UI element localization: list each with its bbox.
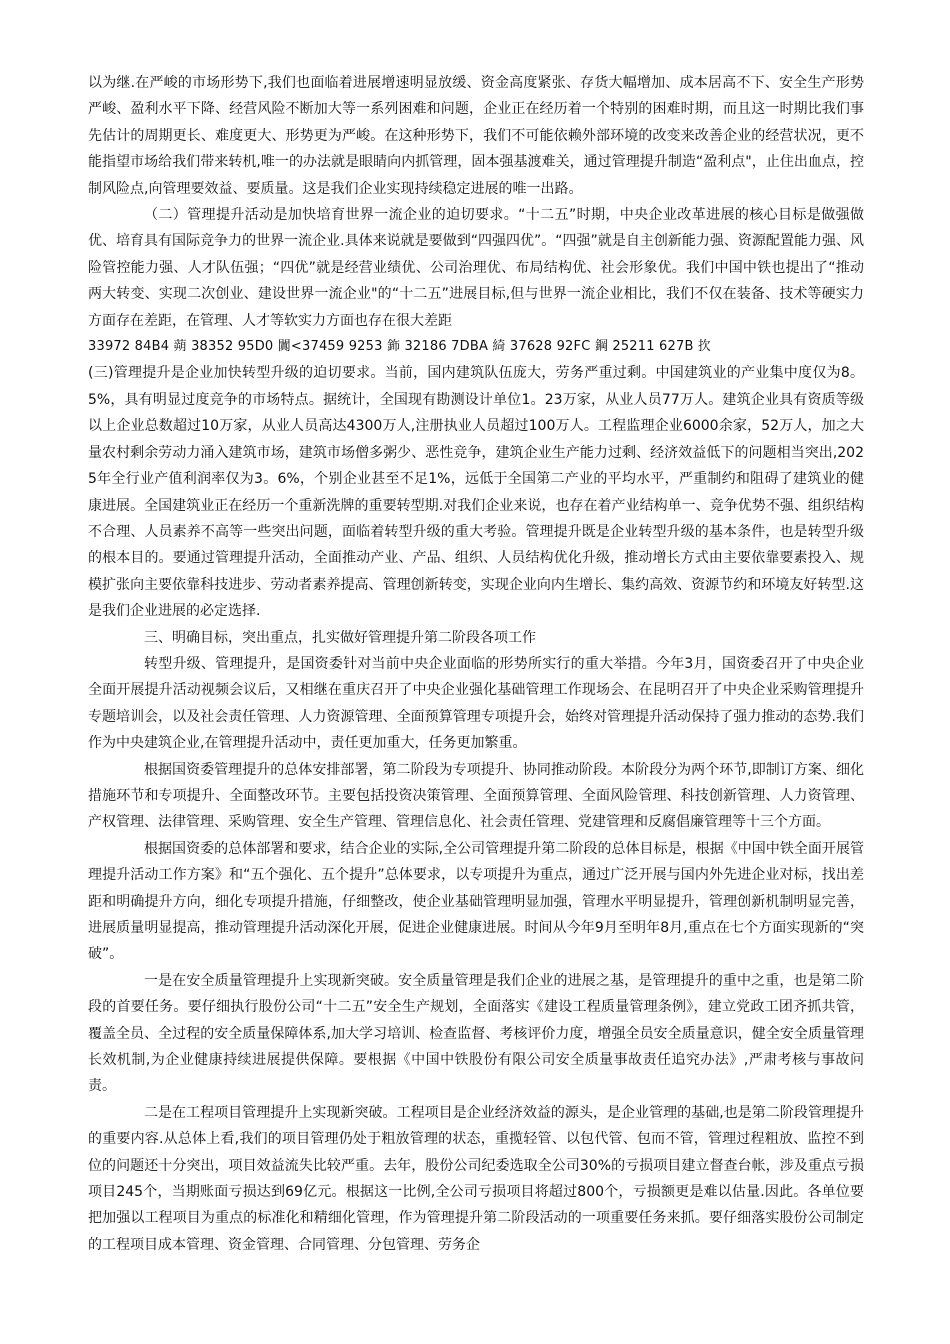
paragraph-continuation: 以为继.在严峻的市场形势下,我们也面临着进展增速明显放缓、资金高度紧张、存货大幅增加、成本居高不下、安全生产形势严峻、盈利水平下降、经营风险不断加大等一系列困难和问题，企业正在经历着一个特别的困难时期，而且这一时期比我们事先估计的周期更长、难度更大、形势更为严峻。在这种形势下，我们不可能依赖外部环境的改变来改善企业的经营状况，更不能指望市场给我们带来转机,唯一的办法就是眼睛向内抓管理，固本强基渡难关，通过管理提升制造“盈利点"，止住出血点，控制风险点,向管理要效益、要质量。这是我们企业实现持续稳定进展的唯一出路。 [88,75,864,197]
paragraph-transformation: 转型升级、管理提升，是国资委针对当前中央企业面临的形势所实行的重大举措。今年3月，国资委召开了中央企业全面开展提升活动视频会议后，又相继在重庆召开了中央企业强化基础管理工作现场会、在昆明召开了中央企业采购管理提升专题培训会，以及社会责任管理、人力资源管理、全面预算管理专项提升会，始终对管理提升活动保持了强力推动的态势.我们作为中央建筑企业,在管理提升活动中，责任更加重大，任务更加繁重。 [88,655,864,752]
document-page [88,70,864,1258]
paragraph-section-2: （二）管理提升活动是加快培育世界一流企业的迫切要求。“十二五”时期，中央企业改革进展的核心目标是做强做优、培育具有国际竞争力的世界一流企业.具体来说就是要做到“四强四优”。“四强”就是自主创新能力强、资源配置能力强、风险管控能力强、人才队伍强；“四优”就是经营业绩优、公司治理优、布局结构优、社会形象优。我们中国中铁也提出了“推动两大转变、实现二次创业、建设世界一流企业"的“十二五”进展目标,但与世界一流企业相比，我们不仅在装备、技术等硬实力方面存在差距，在管理、人才等软实力方面也存在很大差距 [88,207,864,329]
paragraph-safety-quality: 一是在安全质量管理提升上实现新突破。安全质量管理是我们企业的进展之基，是管理提升的重中之重，也是第二阶段的首要任务。要仔细执行股份公司“十二五”安全生产规划，全面落实《建设工程质量管理条例》，建立党政工团齐抓共管，覆盖全员、全过程的安全质量保障体系,加大学习培训、检查监督、考核评价力度，增强全员安全质量意识，健全安全质量管理长效机制,为企业健康持续进展提供保障。要根据《中国中铁股份有限公司安全质量事故责任追究办法》,严肃考核与事故问责。 [88,972,864,1095]
paragraph-section-3: (三)管理提升是企业加快转型升级的迫切要求。当前，国内建筑队伍庞大，劳务严重过剩。中国建筑业的产业集中度仅为8。5%，具有明显过度竞争的市场特点。据统计，全国现有勘测设计单位1。23万家，从业人员77万人。建筑企业具有资质等级以上企业总数超过10万家，从业人员高达4300万人,注册执业人员超过100万人。工程监理企业6000余家，52万人，加之大量农村剩余劳动力涌入建筑市场，建筑市场僧多粥少、恶性竞争，建筑企业生产能力过剩、经济效益低下的问题相当突出,2025年全行业产值利润率仅为3。6%，个别企业甚至不足1%，远低于全国第二产业的平均水平，严重制约和阻碍了建筑业的健康进展。全国建筑业正在经历一个重新洗牌的重要转型期.对我们企业来说，也存在着产业结构单一、竞争优势不强、组织结构不合理、人员素养不高等一些突出问题，面临着转型升级的重大考验。管理提升既是企业转型升级的基本条件，也是转型升级的根本目的。要通过管理提升活动，全面推动产业、产品、组织、人员结构优化升级，推动增长方式由主要依靠要素投入、规模扩张向主要依靠科技进步、劳动者素养提高、管理创新转变，实现企业向内生增长、集约高效、资源节约和环境友好转型.这是我们企业进展的必定选择. [88,365,864,620]
garbled-code-line: 33972 84B4 蒴 38352 95D0 闐<37459 9253 鉓 32186 7DBA 綺 37628 92FC 鋼 25211 627B 扻 [88,339,712,355]
paragraph-overall-goal: 根据国资委的总体部署和要求，结合企业的实际,全公司管理提升第二阶段的总体目标是，根据《中国中铁全面开展管理提升活动工作方案》和“五个强化、五个提升”总体要求，以专项提升为重点，通过广泛开展与国内外先进企业对标，找出差距和明确提升方向，细化专项提升措施，仔细整改，使企业基础管理明显加强，管理水平明显提升，管理创新机制明显完善，进展质量明显提高，推动管理提升活动深化开展，促进企业健康进展。时间从今年9月至明年8月,重点在七个方面实现新的“突破”。 [88,840,864,963]
paragraph-phase-two: 根据国资委管理提升的总体安排部署，第二阶段为专项提升、协同推动阶段。本阶段分为两个环节,即制订方案、细化措施环节和专项提升、全面整改环节。主要包括投资决策管理、全面预算管理、全面风险管理、科技创新管理、人力资管理、产权管理、法律管理、采购管理、安全生产管理、管理信息化、社会责任管理、党建管理和反腐倡廉管理等十三个方面。 [88,761,864,831]
paragraph-project-management: 二是在工程项目管理提升上实现新突破。工程项目是企业经济效益的源头，是企业管理的基础,也是第二阶段管理提升的重要内容.从总体上看,我们的项目管理仍处于粗放管理的状态，重揽轻管、以包代管、包而不管，管理过程粗放、监控不到位的问题还十分突出，项目效益流失比较严重。去年，股份公司纪委选取全公司30%的亏损项目建立督查台帐，涉及重点亏损项目245个，当期账面亏损达到69亿元。根据这一比例,全公司亏损项目将超过800个，亏损额更是难以估量.因此。各单位要把加强以工程项目为重点的标准化和精细化管理，作为管理提升第二阶段活动的一项重要任务来抓。要仔细落实股份公司制定的工程项目成本管理、资金管理、合同管理、分包管理、劳务企 [88,1104,864,1253]
section-heading-3: 三、明确目标，突出重点，扎实做好管理提升第二阶段各项工作 [144,629,536,646]
